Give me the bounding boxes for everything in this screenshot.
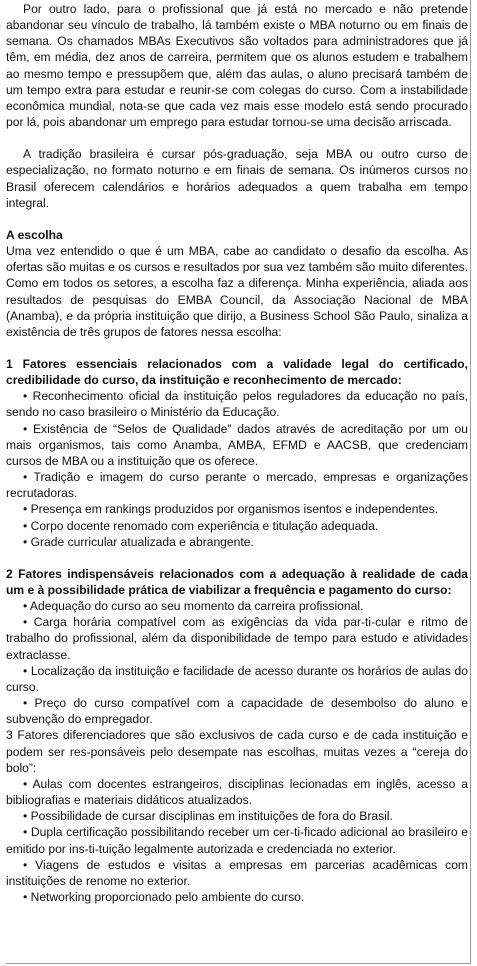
- group2-item: • Preço do curso compatível com a capacidade de desembolso do aluno e subvenção do empregador.: [6, 696, 468, 727]
- intro-paragraph-2: A tradição brasileira é cursar pós-graduação, seja MBA ou outro curso de especialização, no formato noturno e em finais de semana. Os inúmeros cursos no Brasil oferecem calendários e horários adequados a quem trabalha em tempo integral.: [6, 147, 468, 210]
- group2-item: • Adequação do curso ao seu momento da carreira profissional.: [23, 599, 364, 614]
- group3-item: • Possibilidade de cursar disciplinas em instituições de fora do Brasil.: [23, 809, 393, 824]
- group3-item: • Dupla certificação possibilitando receber um cer-ti-ficado adicional ao brasileiro e emitido por ins-ti-tuição legalmente autorizada e credenciada no exterior.: [6, 825, 468, 856]
- group1-item: • Grade curricular atualizada e abrangente.: [23, 534, 254, 549]
- group1-item: • Reconhecimento oficial da instituição pelos reguladores da educação no país, sendo no caso brasileiro o Ministério da Educação.: [6, 389, 468, 420]
- group1-item: • Presença em rankings produzidos por organismos isentos e independentes.: [23, 502, 438, 517]
- article-body: [6, 0, 471, 964]
- intro-paragraph-1: Por outro lado, para o profissional que já está no mercado e não pretende abandonar seu vínculo de trabalho, lá também existe o MBA noturno ou em finais de semana. Os chamados MBAs Executivos são voltados para administradores que já têm, em média, dez anos de carreira, permitem que os alunos estudem e trabalhem ao mesmo tempo e pressupõem que, além das aulas, o aluno precisará também de um tempo extra para estudar e reunir-se com colegas do curso. Com a instabilidade econômica mundial, nota-se que cada vez mais esse modelo está sendo procurado por lá, pois abandonar um emprego para estudar tornou-se uma decisão arriscada.: [6, 2, 468, 130]
- group3-item: • Networking proporcionado pelo ambiente do curso.: [23, 889, 305, 904]
- group3-item: • Viagens de estudos e visitas a empresas em parcerias acadêmicas com instituições de renome no exterior.: [6, 857, 468, 888]
- group1-item: • Tradição e imagem do curso perante o mercado, empresas e organizações recrutadoras.: [6, 470, 468, 501]
- group1-item: • Corpo docente renomado com experiência e titulação adequada.: [23, 518, 379, 533]
- group3-heading: 3 Fatores diferenciadores que são exclusivos de cada curso e de cada instituição e podem ser res-ponsáveis pelo desempate nas escolhas, muitas vezes a “cereja do bolo”:: [6, 728, 468, 775]
- paragraph-gap: [6, 130, 468, 146]
- group2-item: • Carga horária compatível com as exigências da vida par-ti-cular e ritmo de trabalho do profissional, além da disponibilidade de tempo para estudo e atividades extraclasse.: [6, 615, 468, 662]
- paragraph-gap: [6, 340, 468, 356]
- section-heading-escolha: A escolha: [6, 227, 63, 242]
- escolha-paragraph: Uma vez entendido o que é um MBA, cabe ao candidato o desafio da escolha. As ofertas são muitas e os cursos e resultados por sua vez também são muito diferentes. Como em todos os setores, a escolha faz a diferença. Minha experiência, aliada aos resultados de pesquisas do EMBA Council, da Associação Nacional de MBA (Anamba), e da própria instituição que dirijo, a Business School São Paulo, sinaliza a existência de três grupos de fatores nessa escolha:: [6, 244, 468, 339]
- group2-heading: 2 Fatores indispensáveis relacionados com a adequação à realidade de cada um e à possibilidade prática de viabilizar a frequência e pagamento do curso:: [6, 566, 468, 597]
- paragraph-gap: [6, 550, 468, 566]
- group3-item: • Aulas com docentes estrangeiros, disciplinas lecionadas em inglês, acesso a bibliografias e materiais didáticos atualizados.: [6, 776, 468, 808]
- group2-item: • Localização da instituição e facilidade de acesso durante os horários de aulas do curso.: [6, 663, 468, 694]
- group1-item: • Existência de “Selos de Qualidade” dados através de acreditação por um ou mais organismos, tais como Anamba, AMBA, EFMD e AACSB, que credenciam cursos de MBA ou a instituição que os oferece.: [6, 421, 468, 468]
- group1-heading: 1 Fatores essenciais relacionados com a validade legal do certificado, credibilidade do curso, da instituição e reconhecimento de mercado:: [6, 356, 468, 388]
- paragraph-gap: [6, 211, 468, 227]
